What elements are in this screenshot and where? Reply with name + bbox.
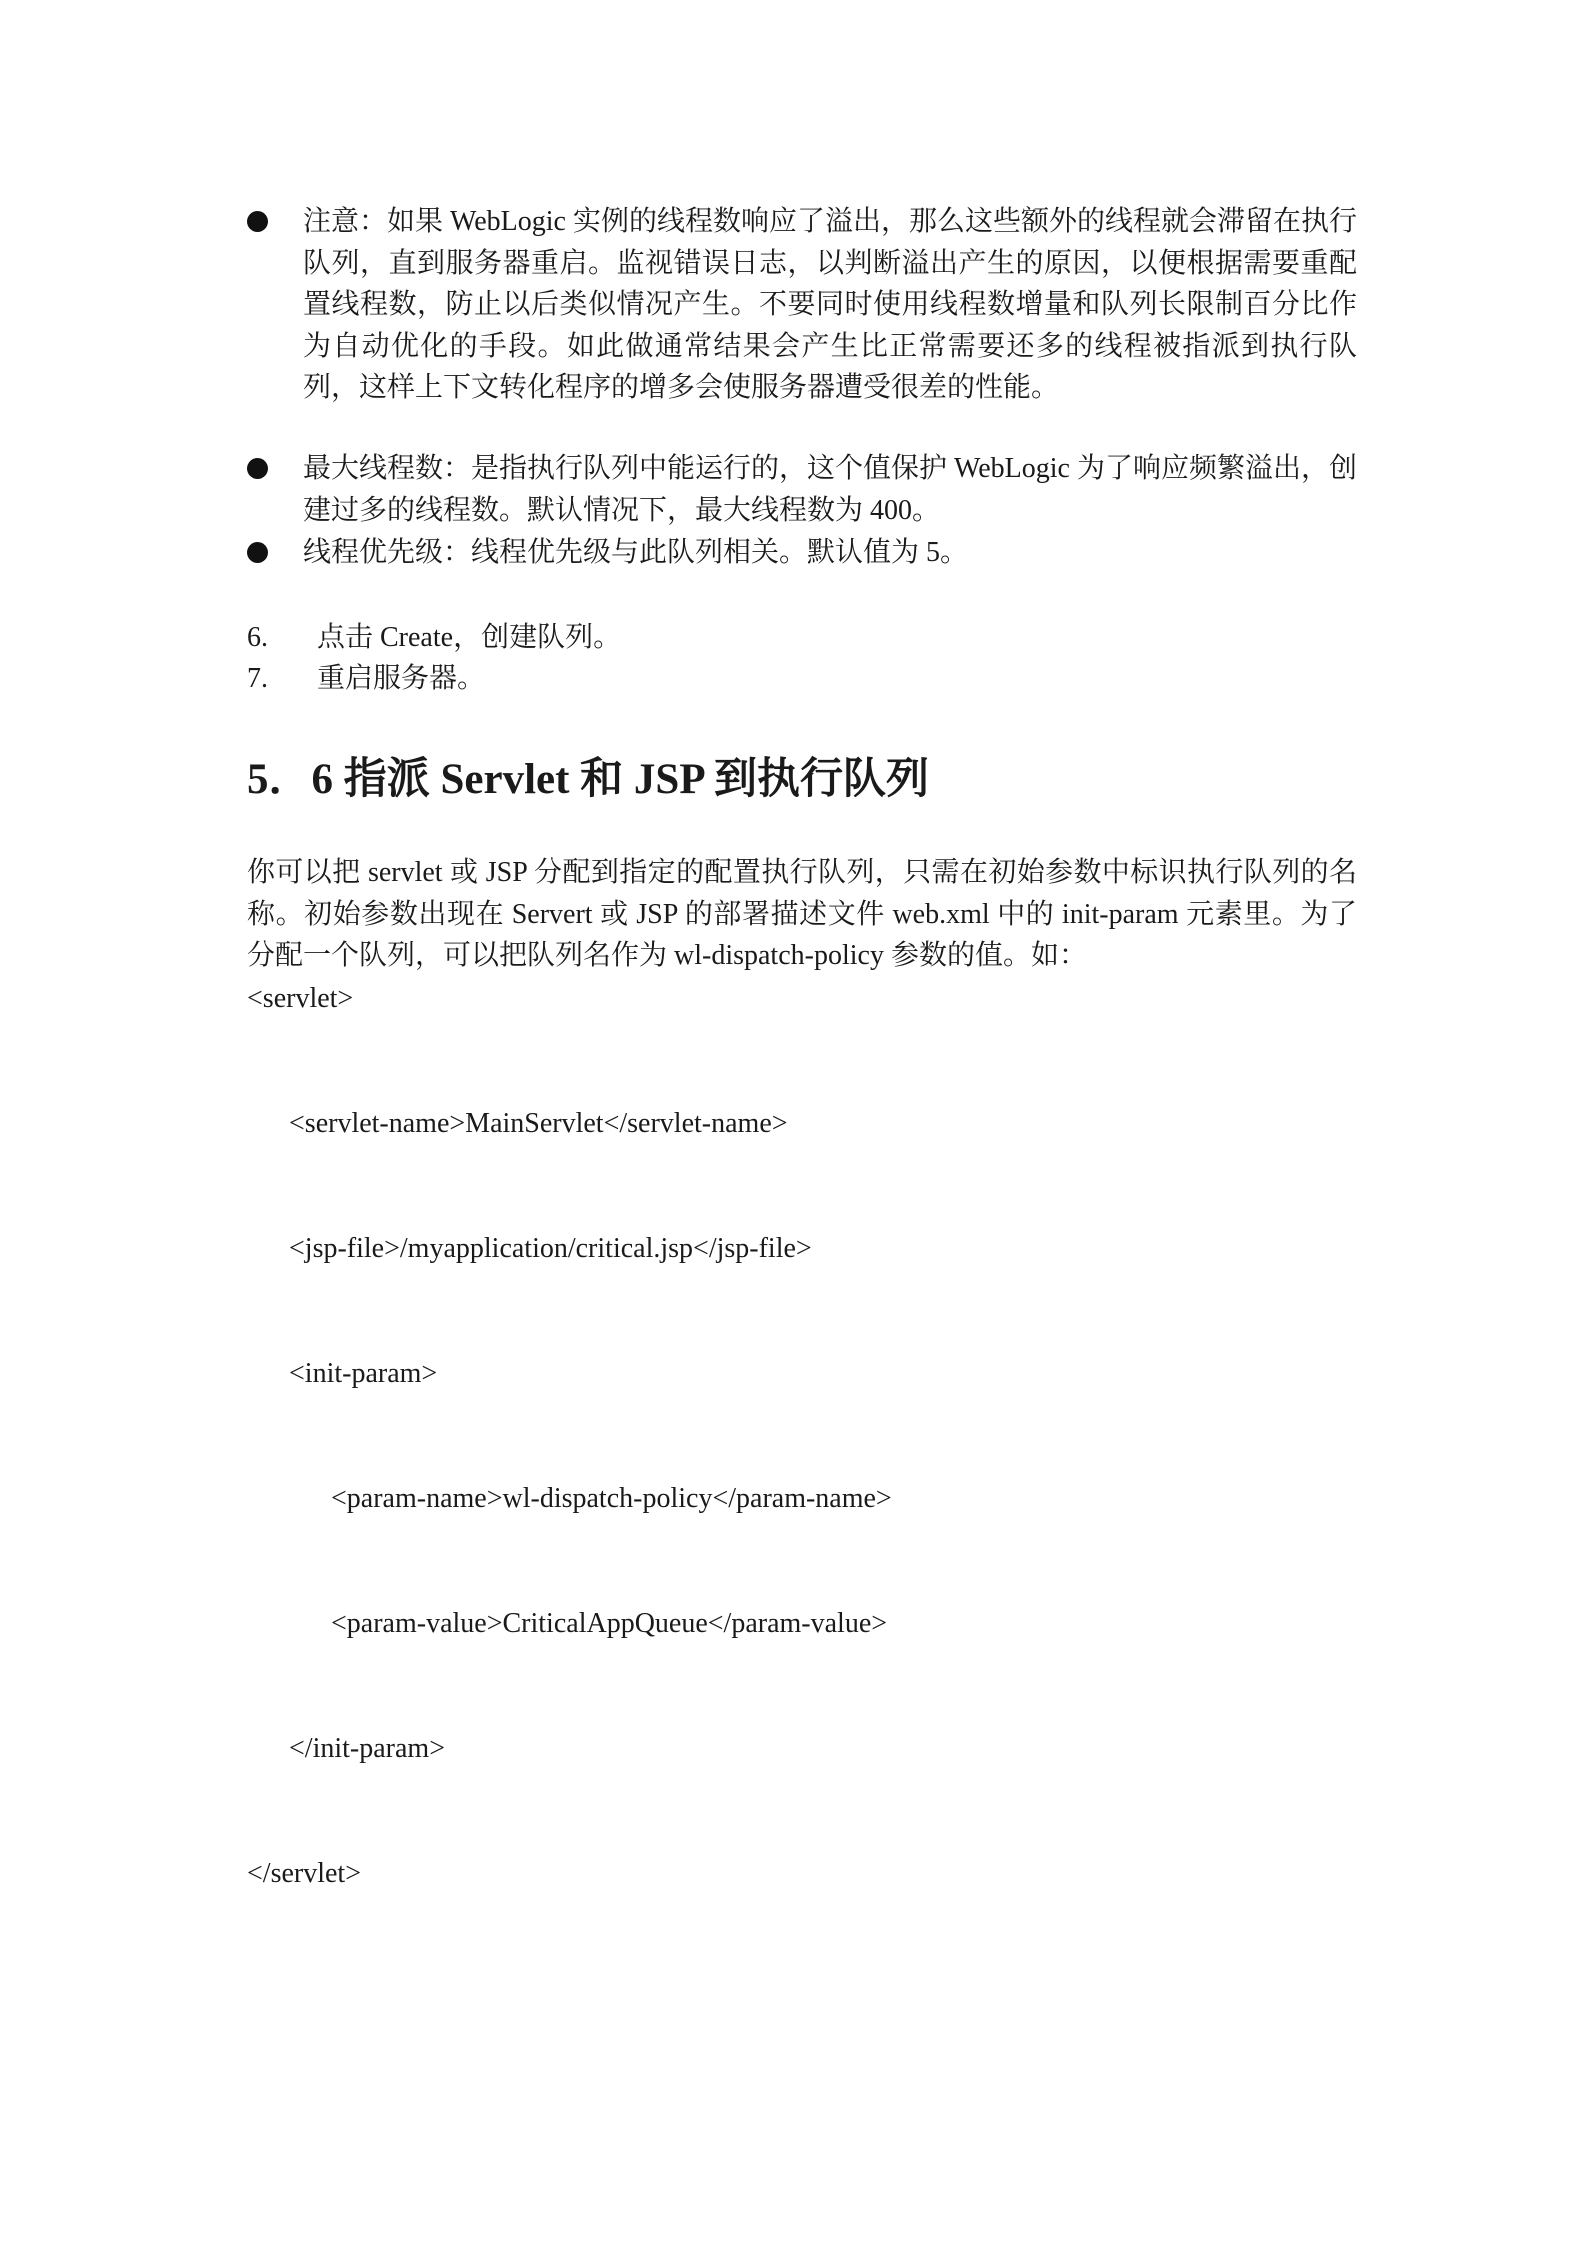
code-line-init-param-open: <init-param>	[289, 1358, 438, 1389]
code-line-servlet-name: <servlet-name>MainServlet</servlet-name>	[289, 1108, 788, 1139]
bullet-icon	[247, 458, 268, 479]
section-heading: 5．6 指派 Servlet 和 JSP 到执行队列	[247, 756, 929, 803]
bullet-icon	[247, 211, 268, 232]
code-line-servlet-close: </servlet>	[247, 1858, 361, 1889]
code-line-jsp-file: <jsp-file>/myapplication/critical.jsp</jsp-file>	[289, 1233, 812, 1264]
bullet-text: 注意：如果 WebLogic 实例的线程数响应了溢出，那么这些额外的线程就会滞留在执行队列，直到服务器重启。监视错误日志，以判断溢出产生的原因，以便根据需要重配置线程数，防止以后类似情况产生。不要同时使用线程数增量和队列长限制百分比作为自动优化的手段。如此做通常结果会产生比正常需要还多的线程被指派到执行队列，这样上下文转化程序的增多会使服务器遭受很差的性能。	[303, 206, 1357, 403]
bullet-text: 最大线程数：是指执行队列中能运行的，这个值保护 WebLogic 为了响应频繁溢出，创建过多的线程数。默认情况下，最大线程数为 400。	[303, 453, 1357, 526]
section-paragraph: 你可以把 servlet 或 JSP 分配到指定的配置执行队列，只需在初始参数中标识执行队列的名称。初始参数出现在 Servert 或 JSP 的部署描述文件 web.xml 中的 init-param 元素里。为了分配一个队列，可以把队列名作为 wl-dispatch-policy 参数的值。如：	[247, 857, 1357, 971]
bullet-icon	[247, 542, 268, 563]
step-text: 重启服务器。	[317, 663, 486, 694]
code-line-init-param-close: </init-param>	[289, 1733, 445, 1764]
step-item	[247, 617, 621, 658]
code-line-param-value: <param-value>CriticalAppQueue</param-value>	[331, 1608, 888, 1639]
step-number: 7.	[247, 663, 268, 694]
step-text: 点击 Create，创建队列。	[317, 622, 622, 653]
code-line-param-name: <param-name>wl-dispatch-policy</param-name>	[331, 1483, 892, 1514]
step-item	[247, 658, 485, 699]
bullet-text: 线程优先级：线程优先级与此队列相关。默认值为 5。	[303, 537, 969, 568]
step-number: 6.	[247, 622, 268, 653]
code-line-servlet-open: <servlet>	[247, 983, 354, 1014]
